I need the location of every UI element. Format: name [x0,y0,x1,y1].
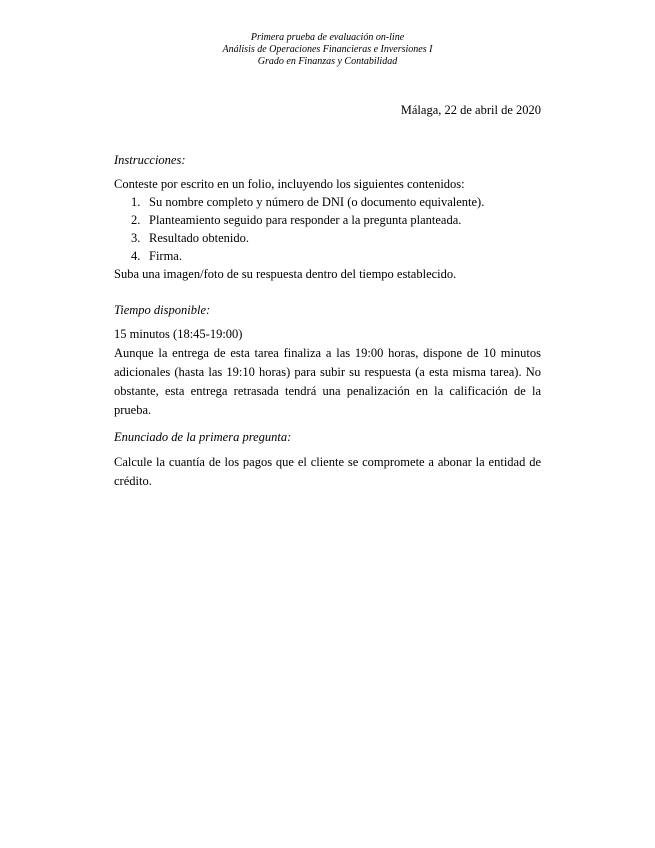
list-item [131,231,249,246]
instructions-intro: Conteste por escrito en un folio, incluyendo los siguientes contenidos: [114,177,465,191]
time-note: Aunque la entrega de esta tarea finaliza a las 19:00 horas, dispone de 10 minutos adicionales (hasta las 19:10 horas) para subir su respuesta (a esta misma tarea). No obstante, esta entrega retrasada tendrá una penalización en la calificación de la prueba. [114,346,541,417]
list-item [131,213,461,228]
instructions-outro: Suba una imagen/foto de su respuesta dentro del tiempo establecido. [114,267,457,281]
question-heading: Enunciado de la primera pregunta: [114,430,292,444]
header-degree: Grado en Finanzas y Contabilidad [257,56,398,67]
document-header [0,32,655,68]
list-item-number: 4. [131,249,141,263]
list-item-number: 2. [131,213,141,227]
list-item-text: Resultado obtenido. [149,231,249,245]
list-item-text: Su nombre completo y número de DNI (o documento equivalente). [149,195,485,209]
question-text: Calcule la cuantía de los pagos que el cliente se compromete a abonar la entidad de crédito. [114,455,541,488]
list-item-text: Firma. [149,249,182,263]
list-item-number: 3. [131,231,141,245]
list-item [131,249,182,264]
list-item-text: Planteamiento seguido para responder a la pregunta planteada. [149,213,462,227]
header-title: Primera prueba de evaluación on-line [250,32,405,43]
document-date: Málaga, 22 de abril de 2020 [400,103,541,117]
list-item-number: 1. [131,195,141,209]
time-heading: Tiempo disponible: [114,303,211,317]
header-course: Análisis de Operaciones Financieras e Inversiones I [222,44,433,55]
instructions-heading: Instrucciones: [114,153,186,167]
time-duration: 15 minutos (18:45-19:00) [114,327,243,341]
list-item [131,195,484,210]
